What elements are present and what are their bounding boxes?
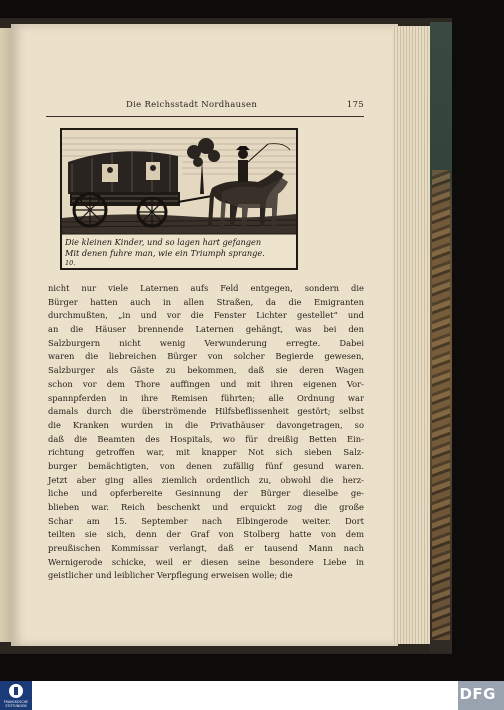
text-line: preußischen Kommissar verlangt, daß er tausend Mann nach: [48, 543, 364, 554]
text-line: Schar am 15. September nach Elbingerode weiter. Dort: [48, 515, 364, 526]
page-number: 175: [346, 100, 364, 110]
woodcut-illustration: [60, 128, 298, 270]
text-line: durchmußten, „in und vor die Fenster Lichter gestellet“ und: [48, 310, 364, 321]
viewer-footer: [0, 681, 504, 710]
text-line: blieben war. Reich beschenkt und erquickt zog die große: [48, 502, 364, 512]
text-line: geistlicher und leiblicher Verpflegung erweisen wolle; die: [48, 570, 293, 581]
header-rule: [46, 116, 364, 117]
text-line: nicht nur viele Laternen aufs Feld entgegen, sondern die: [48, 283, 364, 293]
text-line: Salzburger als Gäste zu bekommen, daß sie deren Wagen: [48, 365, 364, 376]
library-seal-icon: [9, 684, 23, 698]
text-line: spannpferden in ihre Remisen führten; alle Ordnung war: [48, 392, 364, 403]
text-line: richtung getroffen war, mit knapper Not sich sieben Salz-: [48, 447, 364, 458]
text-line: an die Häuser brennende Laternen gehängt, was bei den: [48, 324, 364, 335]
text-line: Bürger hatten auch in allen Straßen, da die Emigranten: [48, 296, 364, 307]
text-line: die Kranken wurden in die Privathäuser davongetragen, so: [48, 419, 364, 430]
running-title: Die Reichsstadt Nordhausen: [126, 100, 258, 110]
text-line: burger bemächtigten, von denen zufällig fünf gesund waren.: [48, 460, 364, 471]
page-fore-edge: [392, 26, 432, 644]
text-line: teilten sie sich, denn der Graf von Stolberg hatte von dem: [48, 529, 364, 540]
text-line: Wernigerode schicke, weil er diesen seine besondere Liebe in: [48, 556, 364, 567]
caption-line: Die kleinen Kinder, und so lagen hart gefangen: [65, 237, 262, 247]
text-line: waren die liebreichen Bürger von solcher Begierde gewesen,: [48, 351, 364, 362]
dfg-logo[interactable]: DFG: [459, 685, 496, 703]
plate-number: 10.: [65, 259, 76, 267]
body-text: [48, 282, 364, 583]
caption-line: Mit denen fuhre man, wie ein Triumph sprange.: [65, 248, 265, 258]
marbled-edge: [432, 170, 450, 640]
text-line: Jetzt aber ging alles ziemlich ordentlich zu, obwohl die herz-: [48, 474, 364, 485]
left-page-edge: [0, 28, 11, 642]
text-line: damals durch die überströmende Hilfsbeflissenheit gestört; selbst: [48, 406, 364, 417]
running-header: [46, 100, 364, 116]
library-logo-text: FRANCKESCHE STIFTUNGEN: [3, 700, 29, 708]
text-line: liche und opferbereite Gesinnung der Bürger dieselbe ge-: [48, 488, 364, 499]
text-line: daß die Beamten des Hospitals, wo für dreißig Betten Ein-: [48, 433, 364, 444]
text-line: Salzburgern nicht wenig Verwunderung erregte. Dabei: [48, 337, 364, 348]
library-logo[interactable]: [0, 681, 32, 710]
text-line: schon vor dem Thore auffingen und mit ihren eigenen Vor-: [48, 378, 364, 389]
illustration-caption: [65, 237, 293, 259]
